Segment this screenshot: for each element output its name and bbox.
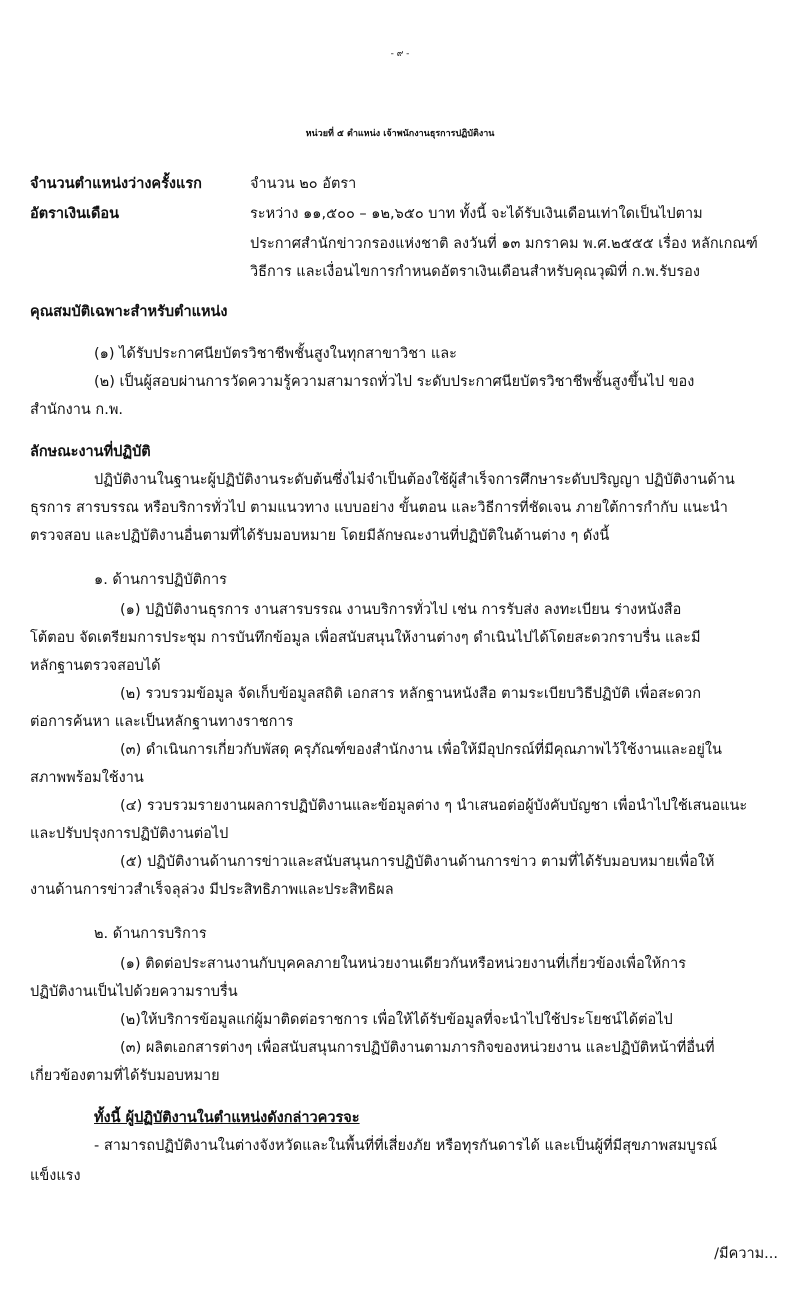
section1-item: (๓) ดำเนินการเกี่ยวกับพัสดุ ครุภัณฑ์ของสำนักงาน เพื่อให้มีอุปกรณ์ที่มีคุณภาพไว้ใช้งานและอยู่ใน <box>120 742 722 758</box>
vacancy-label: จำนวนตำแหน่งว่างครั้งแรก <box>30 176 202 192</box>
section2-item: (๓) ผลิตเอกสารต่างๆ เพื่อสนับสนุนการปฏิบัติงานตามภารกิจของหน่วยงาน และปฏิบัติหน้าที่อื่นที่ <box>120 1040 715 1056</box>
section1-heading: ๑. ด้านการปฏิบัติการ <box>94 572 227 588</box>
qualifications-heading: คุณสมบัติเฉพาะสำหรับตำแหน่ง <box>30 304 228 320</box>
qualification-item: สำนักงาน ก.พ. <box>30 402 123 418</box>
section1-item: (๒) รวบรวมข้อมูล จัดเก็บข้อมูลสถิติ เอกสาร หลักฐานหนังสือ ตามระเบียบวิธีปฏิบัติ เพื่อสะดวก <box>120 686 702 702</box>
qualification-item: (๒) เป็นผู้สอบผ่านการวัดความรู้ความสามารถทั่วไป ระดับประกาศนียบัตรวิชาชีพชั้นสูงขึ้นไป ของ <box>94 374 695 390</box>
duties-heading: ลักษณะงานที่ปฏิบัติ <box>30 444 151 460</box>
page-title: หน่วยที่ ๕ ตำแหน่ง เจ้าพนักงานธุรการปฏิบัติงาน <box>305 129 495 139</box>
vacancy-value: จำนวน ๒๐ อัตรา <box>250 176 357 192</box>
section2-heading: ๒. ด้านการบริการ <box>94 926 207 942</box>
section1-item: (๔) รวบรวมรายงานผลการปฏิบัติงานและข้อมูลต่าง ๆ นำเสนอต่อผู้บังคับบัญชา เพื่อนำไปใช้เสนอแนะ <box>120 798 748 814</box>
salary-line: ระหว่าง ๑๑,๕๐๐ – ๑๒,๖๕๐ บาท ทั้งนี้ จะได้รับเงินเดือนเท่าใดเป็นไปตาม <box>250 206 703 222</box>
section1-item: และปรับปรุงการปฏิบัติงานต่อไป <box>30 826 229 842</box>
section1-item: งานด้านการข่าวสำเร็จลุล่วง มีประสิทธิภาพและประสิทธิผล <box>30 882 394 898</box>
note-heading: ทั้งนี้ ผู้ปฏิบัติงานในตำแหน่งดังกล่าวควรจะ <box>94 1110 360 1126</box>
salary-label: อัตราเงินเดือน <box>30 206 119 222</box>
section1-item: โต้ตอบ จัดเตรียมการประชุม การบันทึกข้อมูล เพื่อสนับสนุนให้งานต่างๆ ดำเนินไปได้โดยสะดวกราบรื่น และมี <box>30 630 701 646</box>
section1-item: (๑) ปฏิบัติงานธุรการ งานสารบรรณ งานบริการทั่วไป เช่น การรับส่ง ลงทะเบียน ร่างหนังสือ <box>120 602 682 618</box>
duties-intro-line: ปฏิบัติงานในฐานะผู้ปฏิบัติงานระดับต้นซึ่งไม่จำเป็นต้องใช้ผู้สำเร็จการศึกษาระดับปริญญา ปฏิบัติงานด้าน <box>94 472 735 488</box>
section2-item: ปฏิบัติงานเป็นไปด้วยความราบรื่น <box>30 984 238 1000</box>
note-line: - สามารถปฏิบัติงานในต่างจังหวัดและในพื้นที่ที่เสี่ยงภัย หรือทุรกันดารได้ และเป็นผู้ที่มีสุขภาพสมบูรณ์ <box>94 1138 718 1154</box>
section1-item: (๕) ปฏิบัติงานด้านการข่าวและสนับสนุนการปฏิบัติงานด้านการข่าว ตามที่ได้รับมอบหมายเพื่อให้ <box>120 854 715 870</box>
note-line: แข็งแรง <box>30 1168 81 1184</box>
continuation-text: /มีความ... <box>714 1246 778 1262</box>
salary-line: วิธีการ และเงื่อนไขการกำหนดอัตราเงินเดือนสำหรับคุณวุฒิที่ ก.พ.รับรอง <box>250 264 700 280</box>
section1-item: สภาพพร้อมใช้งาน <box>30 770 144 786</box>
section2-item: เกี่ยวข้องตามที่ได้รับมอบหมาย <box>30 1068 220 1084</box>
section1-item: หลักฐานตรวจสอบได้ <box>30 658 161 674</box>
qualification-item: (๑) ได้รับประกาศนียบัตรวิชาชีพชั้นสูงในทุกสาขาวิชา และ <box>94 346 457 362</box>
page-number: - ๙ - <box>390 49 410 59</box>
section1-item: ต่อการค้นหา และเป็นหลักฐานทางราชการ <box>30 714 294 730</box>
section2-item: (๒)ให้บริการข้อมูลแก่ผู้มาติดต่อราชการ เพื่อให้ได้รับข้อมูลที่จะนำไปใช้ประโยชน์ได้ต่อไป <box>120 1012 673 1028</box>
section2-item: (๑) ติดต่อประสานงานกับบุคคลภายในหน่วยงานเดียวกันหรือหน่วยงานที่เกี่ยวข้องเพื่อให้การ <box>120 956 687 972</box>
salary-line: ประกาศสำนักข่าวกรองแห่งชาติ ลงวันที่ ๑๓ มกราคม พ.ศ.๒๕๕๕ เรื่อง หลักเกณฑ์ <box>250 236 758 252</box>
duties-intro-line: ตรวจสอบ และปฏิบัติงานอื่นตามที่ได้รับมอบหมาย โดยมีลักษณะงานที่ปฏิบัติในด้านต่าง ๆ ดังนี้ <box>30 528 610 544</box>
duties-intro-line: ธุรการ สารบรรณ หรือบริการทั่วไป ตามแนวทาง แบบอย่าง ขั้นตอน และวิธีการที่ชัดเจน ภายใต้การกำกับ แนะนำ <box>30 500 728 516</box>
